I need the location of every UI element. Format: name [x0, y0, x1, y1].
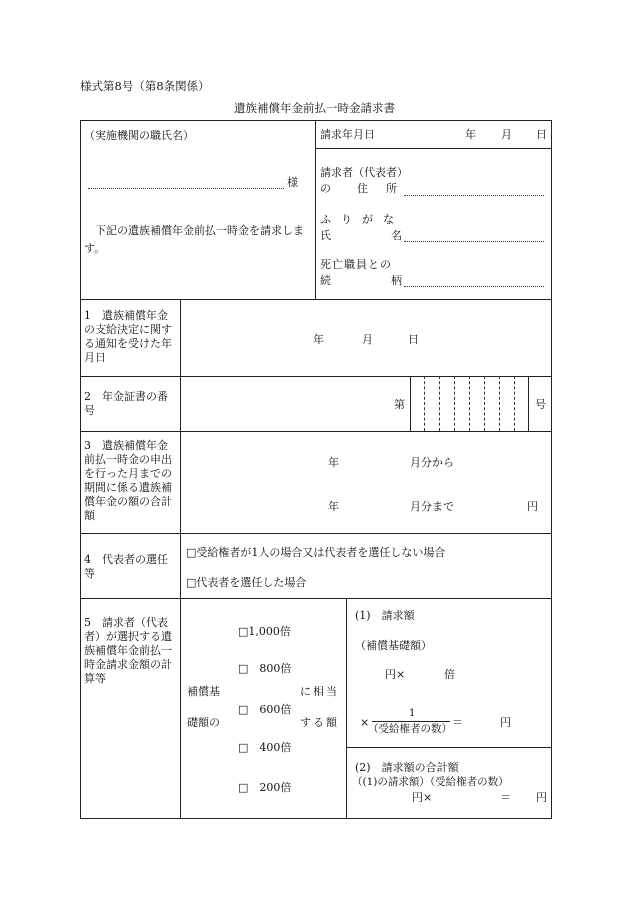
- calc1-times: 倍: [444, 668, 455, 681]
- relation-label-2: 続柄: [320, 274, 462, 287]
- row4-option-selected[interactable]: □代表者を選任した場合: [186, 576, 307, 589]
- multiplier-400[interactable]: □ 400倍: [238, 741, 292, 754]
- relation-line[interactable]: [404, 286, 544, 287]
- address-label: 住所: [357, 182, 415, 195]
- multiplier-800[interactable]: □ 800倍: [238, 662, 292, 675]
- calc1-title: (1) 請求額: [355, 609, 415, 622]
- row4-label: 4 代表者の選任等: [84, 553, 168, 580]
- address-line[interactable]: [404, 195, 544, 196]
- row5-label: 5 請求者（代表者）が選択する遺族補償年金前払一時金請求金額の計算等: [84, 616, 172, 685]
- row3-from-month: 月分から: [410, 456, 454, 469]
- representative-label: 請求者（代表者）: [320, 166, 408, 179]
- row1-label: 1 遺族補償年金の支給決定に関する通知を受けた年月日: [84, 309, 172, 364]
- row3-to-year: 年: [328, 500, 339, 513]
- row1-year: 年: [313, 333, 324, 346]
- request-text: 下記の遺族補償年金前払一時金を請求します。: [84, 224, 304, 255]
- base-amount-label-2: 礎額の: [187, 716, 220, 729]
- request-date-day: 日: [536, 128, 547, 141]
- multiplier-200[interactable]: □ 200倍: [238, 781, 292, 794]
- row2-prefix: 第: [394, 398, 405, 411]
- row3-yen: 円: [527, 500, 538, 513]
- form-number: 様式第8号（第8条関係）: [80, 79, 210, 93]
- row3-label: 3 遺族補償年金前払一時金の申出を行った月までの期間に係る遺族補償年金の額の合計額: [84, 439, 172, 522]
- equivalent-label-2: する額: [300, 716, 339, 729]
- institution-name-line[interactable]: [88, 188, 284, 189]
- calc1-numerator: 1: [409, 708, 416, 719]
- calc2-yen: 円×: [412, 791, 433, 804]
- request-date-year: 年: [465, 128, 476, 141]
- calc2-title: (2) 請求額の合計額: [355, 761, 459, 774]
- multiplier-1000[interactable]: □1,000倍: [238, 625, 291, 638]
- form-title: 遺族補償年金前払一時金請求書: [234, 101, 395, 115]
- name-line[interactable]: [404, 241, 544, 242]
- calc1-fraction-bar: [372, 721, 450, 722]
- row3-from-year: 年: [328, 456, 339, 469]
- calc1-multiply: ×: [360, 716, 370, 729]
- furigana-label: ふりがな: [320, 213, 404, 226]
- honorific: 様: [287, 176, 298, 189]
- calc1-yen: 円×: [385, 668, 406, 681]
- equivalent-label-1: に相当: [300, 685, 339, 698]
- row1-month: 月: [362, 333, 373, 346]
- calc2-equals: ＝: [500, 791, 511, 804]
- request-date-month: 月: [501, 128, 512, 141]
- calc1-denominator: （受給権者の数）: [368, 723, 452, 735]
- calc2-subtitle: （(1)の請求額）（受給権者の数）: [352, 776, 509, 788]
- calc1-result: 円: [500, 716, 511, 729]
- row3-to-month: 月分まで: [410, 500, 454, 513]
- row4-option-single[interactable]: □受給権者が1人の場合又は代表者を選任しない場合: [186, 546, 446, 559]
- relation-label-1: 死亡職員との: [320, 258, 392, 271]
- row2-label: 2 年金証書の番号: [84, 390, 168, 417]
- multiplier-600[interactable]: □ 600倍: [238, 703, 292, 716]
- calc1-subtitle: （補償基礎額）: [355, 639, 432, 652]
- calc2-result: 円: [536, 791, 547, 804]
- institution-label: （実施機関の職氏名）: [84, 129, 194, 142]
- name-label: 氏名: [320, 229, 462, 242]
- calc1-equals: ＝: [452, 716, 463, 729]
- base-amount-label-1: 補償基: [187, 685, 220, 698]
- row2-suffix: 号: [535, 398, 546, 411]
- request-date-label: 請求年月日: [320, 128, 375, 141]
- row1-day: 日: [408, 333, 419, 346]
- address-prefix: の: [320, 182, 331, 195]
